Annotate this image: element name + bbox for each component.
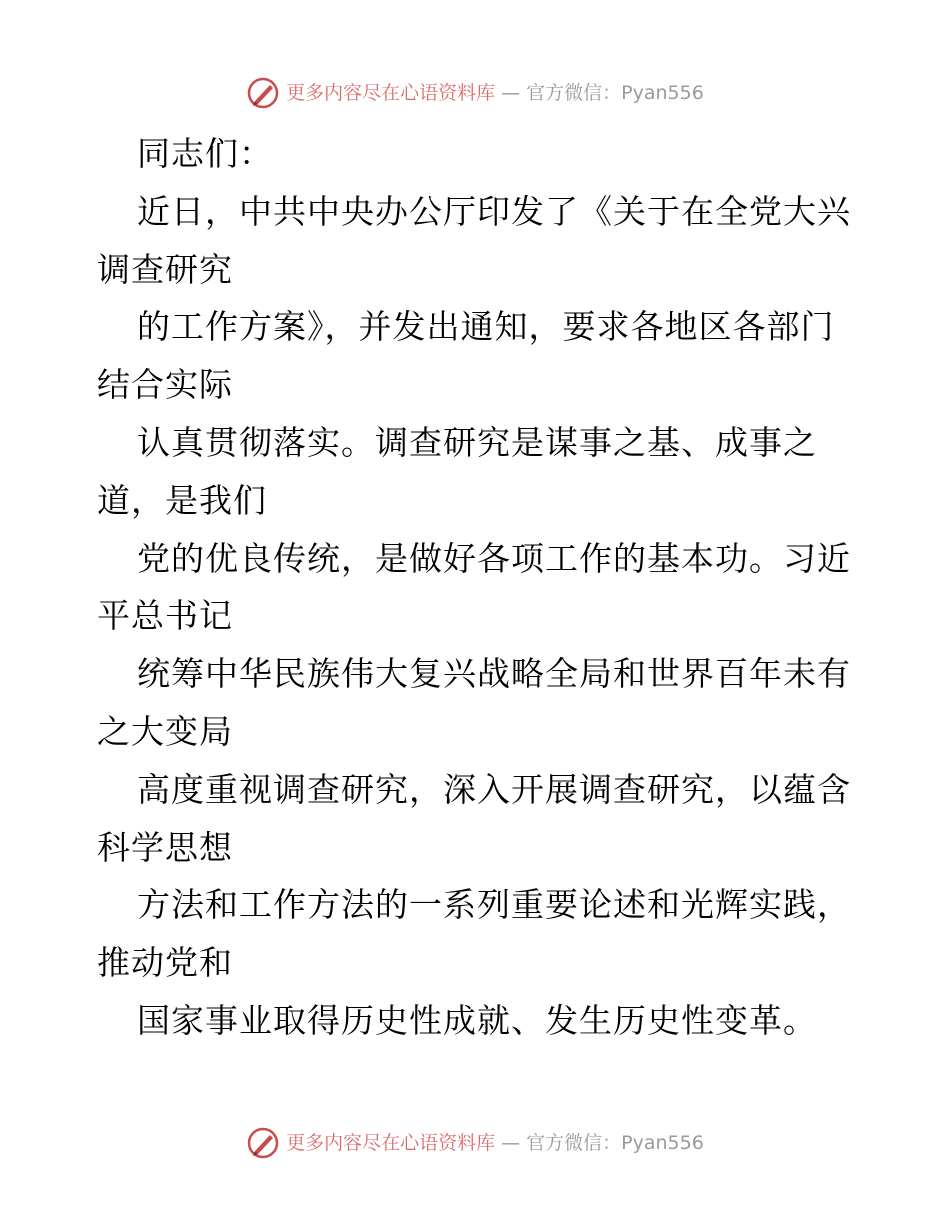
pen-logo-icon <box>246 76 280 110</box>
text-line: 推动党和 <box>97 943 233 983</box>
text-line: 统筹中华民族伟大复兴战略全局和世界百年未有 <box>137 654 851 694</box>
text-line: 国家事业取得历史性成就、发生历史性变革。 <box>137 1000 817 1040</box>
watermark-site-text: 更多内容尽在心语资料库 <box>286 1132 496 1154</box>
text-line: 高度重视调查研究，深入开展调查研究，以蕴含 <box>137 769 851 809</box>
watermark-wechat-text: 官方微信：Pyan556 <box>526 1132 704 1154</box>
text-line: 的工作方案》，并发出通知，要求各地区各部门 <box>137 307 835 347</box>
watermark-wechat-text: 官方微信：Pyan556 <box>526 82 704 104</box>
text-line: 近日，中共中央办公厅印发了《关于在全党大兴 <box>137 191 851 231</box>
text-line: 调查研究 <box>97 249 233 289</box>
text-line: 同志们： <box>137 134 273 173</box>
text-line: 平总书记 <box>97 596 233 636</box>
watermark-header <box>0 76 950 110</box>
text-line: 认真贯彻落实。调查研究是谋事之基、成事之 <box>137 422 817 462</box>
text-line: 科学思想 <box>97 827 233 867</box>
text-line: 方法和工作方法的一系列重要论述和光辉实践， <box>137 885 851 925</box>
text-line: 党的优良传统，是做好各项工作的基本功。习近 <box>137 538 851 578</box>
watermark-site-text: 更多内容尽在心语资料库 <box>286 82 496 104</box>
watermark-separator: — <box>501 1132 521 1154</box>
watermark-footer <box>0 1126 950 1160</box>
document-body <box>97 125 867 1050</box>
watermark-separator: — <box>501 82 521 104</box>
text-line: 之大变局 <box>97 711 233 751</box>
pen-logo-icon <box>246 1126 280 1160</box>
text-line: 结合实际 <box>97 365 233 405</box>
text-line: 道，是我们 <box>97 480 267 520</box>
